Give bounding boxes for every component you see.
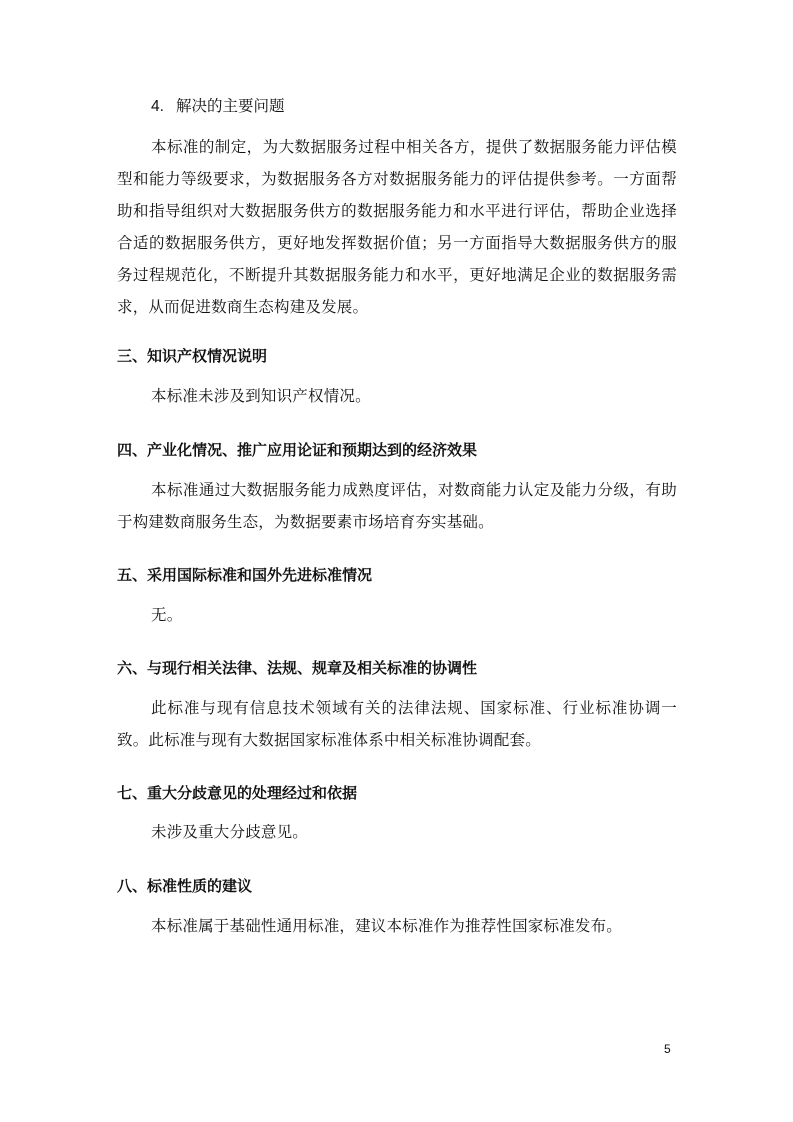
section-heading-intellectual-property: 三、知识产权情况说明	[117, 347, 268, 365]
section-paragraph-standard-nature: 本标准属于基础性通用标准，建议本标准作为推荐性国家标准发布。	[151, 917, 623, 935]
section-heading-disagreements: 七、重大分歧意见的处理经过和依据	[117, 784, 358, 802]
section-paragraph-disagreements: 未涉及重大分歧意见。	[151, 823, 309, 841]
section-heading-international-standards: 五、采用国际标准和国外先进标准情况	[117, 566, 373, 584]
section-heading-industrialization: 四、产业化情况、推广应用论证和预期达到的经济效果	[117, 441, 478, 459]
section-paragraph-industrialization: 本标准通过大数据服务能力成熟度评估，对数商能力认定及能力分级，有助于构建数商服务生态，为数据要素市场培育夯实基础。	[117, 481, 677, 531]
section-heading-coordination: 六、与现行相关法律、法规、规章及相关标准的协调性	[117, 659, 478, 677]
subsection-paragraph: 本标准的制定，为大数据服务过程中相关各方，提供了数据服务能力评估模型和能力等级要求，为数据服务各方对数据服务能力的评估提供参考。一方面帮助和指导组织对大数据服务供方的数据服务能力和水平进行评估，帮助企业选择合适的数据服务供方，更好地发挥数据价值；另一方面指导大数据服务供方的服务过程规范化，不断提升其数据服务能力和水平，更好地满足企业的数据服务需求，从而促进数商生态构建及发展。	[117, 138, 677, 316]
subsection-title: 解决的主要问题	[175, 97, 285, 115]
page-number: 5	[664, 1042, 671, 1056]
section-paragraph-intellectual-property: 本标准未涉及到知识产权情况。	[151, 387, 371, 405]
section-paragraph-coordination: 此标准与现有信息技术领域有关的法律法规、国家标准、行业标准协调一致。此标准与现有大数据国家标准体系中相关标准协调配套。	[117, 699, 677, 749]
subsection-heading	[151, 94, 284, 119]
subsection-number: 4.	[151, 98, 164, 115]
section-heading-standard-nature: 八、标准性质的建议	[117, 877, 253, 895]
section-paragraph-international-standards: 无。	[151, 606, 183, 624]
